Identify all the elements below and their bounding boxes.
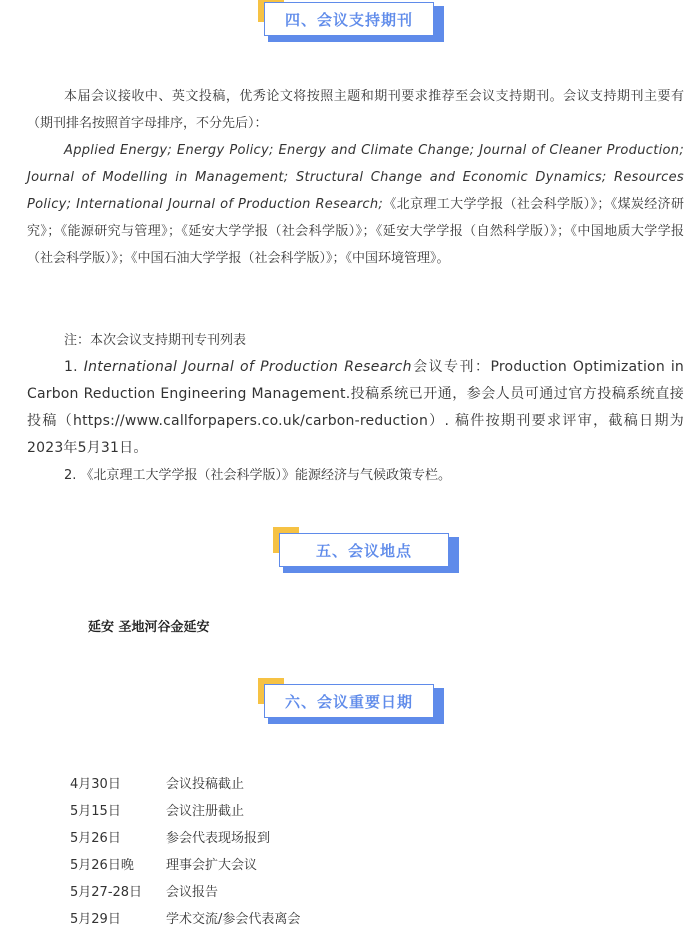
date: 4月30日 [70,777,121,792]
note-title: 注：本次会议支持期刊专刊列表 [64,333,247,348]
journals-list [27,137,684,272]
event: 会议报告 [166,885,219,900]
date-row [70,771,300,798]
note-item-1-text: 会议专刊：Production Optimization in Carbon Reduction Engineering Management.投稿系统已开通，参会人员可通过官方投稿系统直接投稿（https://www.callforpapers.co.uk/carbon-reduction）. 稿件按期刊要求评审，截稿日期为2023年5月31日。 [27,359,684,456]
journals-body [27,83,684,272]
date-row [70,798,300,825]
event: 会议注册截止 [166,804,245,819]
journals-note [27,327,684,489]
date: 5月15日 [70,804,121,819]
date: 5月29日 [70,912,121,927]
journals-intro: 本届会议接收中、英文投稿，优秀论文将按照主题和期刊要求推荐至会议支持期刊。会议支持期刊主要有（期刊排名按照首字母排序，不分先后）： [27,89,684,131]
date: 5月26日 [70,831,121,846]
section-heading-journals [258,0,444,42]
date-row [70,906,300,933]
conference-location: 延安 圣地河谷金延安 [88,620,210,635]
section-heading-dates [258,678,444,724]
date-row [70,879,300,906]
event: 理事会扩大会议 [166,858,258,873]
note-item-1 [27,354,684,462]
date-row [70,825,300,852]
event: 学术交流/参会代表离会 [166,912,301,927]
event: 参会代表现场报到 [166,831,271,846]
chinese-journals: 《北京理工大学学报（社会科学版）》；《煤炭经济研究》；《能源研究与管理》；《延安大学学报（社会科学版）》；《延安大学学报（自然科学版）》；《中国地质大学学报（社会科学版）》；《中国石油大学学报（社会科学版）》；《中国环境管理》。 [27,197,684,266]
date: 5月27-28日 [70,885,143,900]
note-item-2: 2. 《北京理工大学学报（社会科学版）》能源经济与气候政策专栏。 [64,468,452,483]
important-dates-list [70,771,300,933]
date-row [70,852,300,879]
date: 5月26日晚 [70,858,134,873]
section-title: 四、会议支持期刊 [264,2,434,36]
section-title: 六、会议重要日期 [264,684,434,718]
note-item-1-journal: International Journal of Production Research [83,359,412,375]
english-journals: Applied Energy; Energy Policy; Energy and Climate Change; Journal of Cleaner Production; Journal of Modelling in Management; Structural Change and Economic Dynamics; Resources Policy; International Journal of Production Research; [27,143,684,212]
section-heading-location [273,527,459,573]
event: 会议投稿截止 [166,777,245,792]
note-item-1-number: 1. [64,359,84,375]
section-title: 五、会议地点 [279,533,449,567]
